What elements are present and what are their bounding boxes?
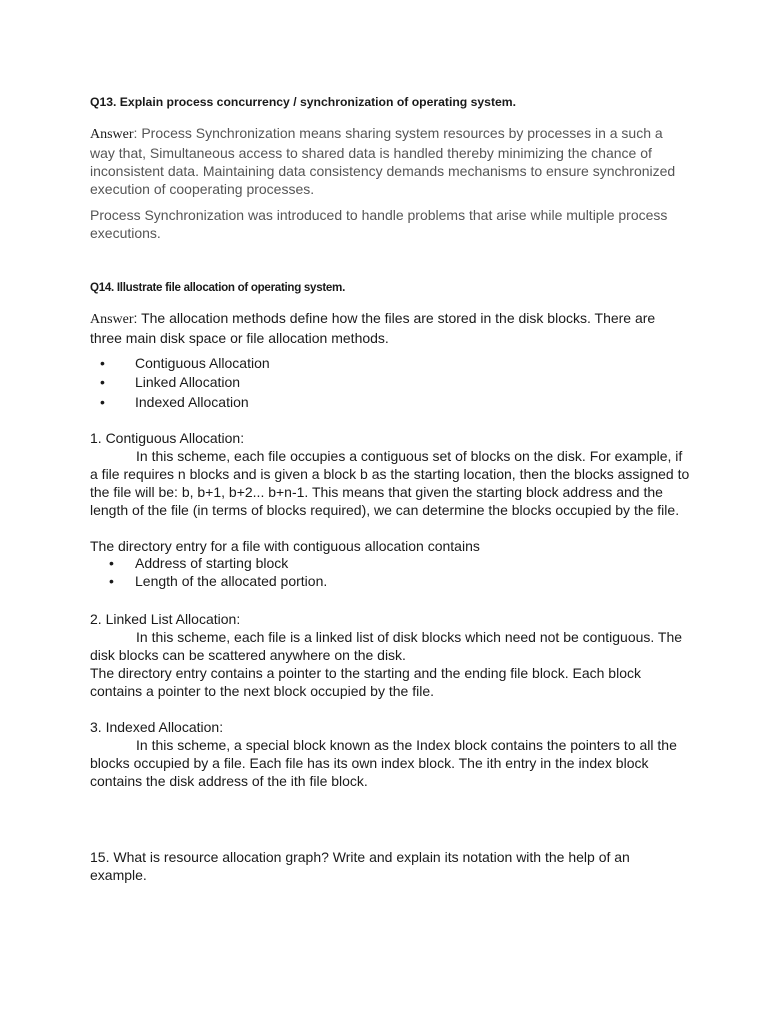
q14-answer-label: Answer — [90, 312, 134, 327]
q13-answer-label: Answer — [90, 127, 134, 142]
list-item: • Contiguous Allocation — [100, 355, 270, 371]
contiguous-heading: 1. Contiguous Allocation: — [90, 430, 245, 446]
linked-body: In this scheme, each file is a linked list of disk blocks which need not be contiguous. The disk blocks can be scattered anywhere on the disk. — [90, 629, 683, 663]
contiguous-dir-entry: The directory entry for a file with contiguous allocation contains — [90, 538, 480, 554]
q15-title: 15. What is resource allocation graph? Write and explain its notation with the help of an example. — [90, 849, 630, 883]
q13-paragraph-2: Process Synchronization was introduced to handle problems that arise while multiple process executions. — [90, 207, 668, 241]
contiguous-dir-items — [109, 555, 713, 591]
linked-body-2: The directory entry contains a pointer to the starting and the ending file block. Each block contains a pointer to the next block occupied by the file. — [90, 665, 641, 699]
q14-answer — [90, 309, 690, 347]
linked-heading: 2. Linked List Allocation: — [90, 611, 241, 627]
indexed-heading: 3. Indexed Allocation: — [90, 719, 224, 735]
q13-title: Q13. Explain process concurrency / synchronization of operating system. — [90, 95, 517, 109]
q13-answer — [90, 124, 690, 198]
list-item: • Address of starting block — [109, 555, 289, 571]
q14-title: Q14. Illustrate file allocation of operating system. — [90, 281, 345, 294]
list-item: • Length of the allocated portion. — [109, 573, 328, 589]
allocation-methods-list — [100, 355, 704, 413]
q14-answer-text: : The allocation methods define how the files are stored in the disk blocks. There are three main disk space or file allocation methods. — [90, 310, 656, 346]
indexed-body: In this scheme, a special block known as the Index block contains the pointers to all the blocks occupied by a file. Each file has its own index block. The ith entry in the index block contains the disk address of the ith file block. — [90, 737, 677, 789]
list-item: • Indexed Allocation — [100, 394, 249, 410]
contiguous-body: In this scheme, each file occupies a contiguous set of blocks on the disk. For example, if a file requires n blocks and is given a block b as the starting location, then the blocks assigned to the file will be: b, b+1, b+2... b+n-1. This means that given the starting block address and the length of the file (in terms of blocks required), we can determine the blocks occupied by the file. — [90, 448, 690, 518]
list-item: • Linked Allocation — [100, 374, 241, 390]
q13-answer-text: : Process Synchronization means sharing system resources by processes in a such a way that, Simultaneous access to shared data is handled thereby minimizing the chance of inconsistent data. Maintaining data consistency demands mechanisms to ensure synchronized execution of cooperating processes. — [90, 125, 676, 197]
